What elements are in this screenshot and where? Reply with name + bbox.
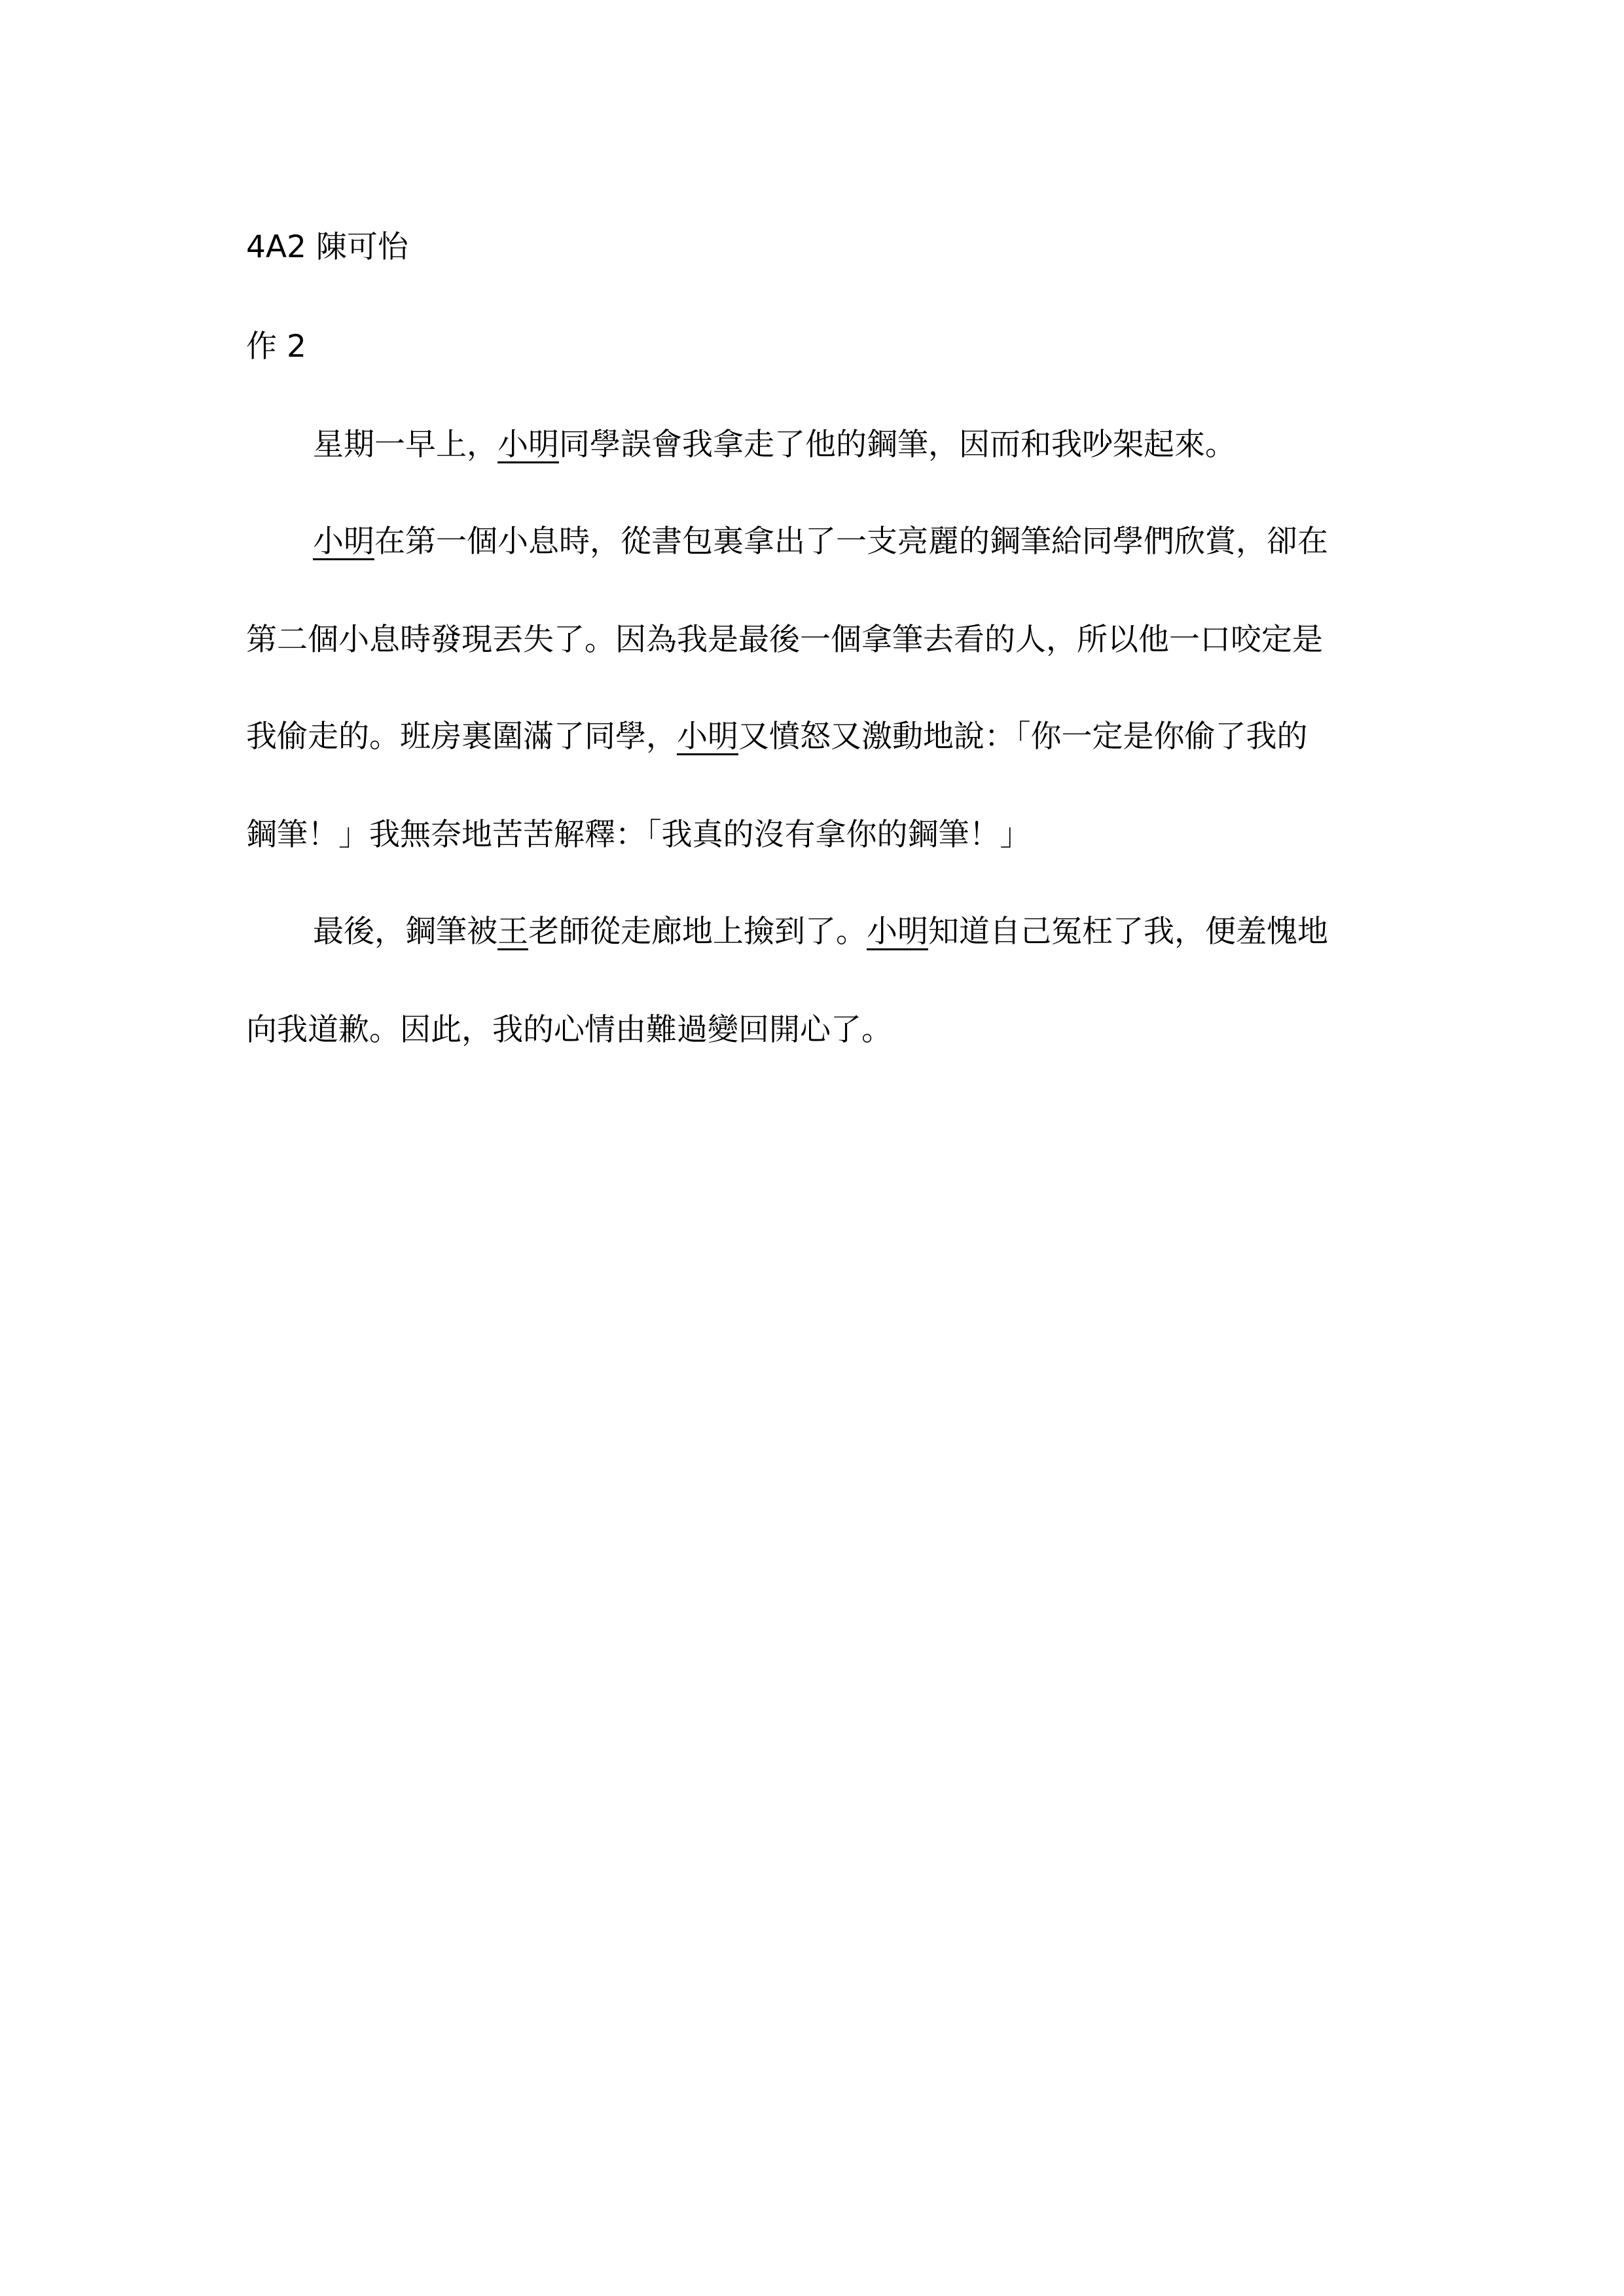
proper-noun-underlined: 小明 <box>867 914 928 950</box>
text-segment: 在第一個小息時，從書包裏拿出了一支亮麗的鋼筆給同學們欣賞，卻在 <box>374 524 1328 560</box>
paragraph-3-line-2: 向我道歉。因此，我的心情由難過變回開心了。 <box>246 1012 892 1048</box>
text-segment: 同學誤會我拿走了他的鋼筆，因而和我吵架起來。 <box>559 427 1236 463</box>
paragraph-1-line-1 <box>313 425 1236 465</box>
text-segment: 又憤怒又激動地說：「你一定是你偷了我的 <box>738 719 1308 755</box>
text-segment: 最後，鋼筆被 <box>313 914 497 950</box>
assignment-label: 作 2 <box>246 329 306 365</box>
text-segment: 星期一早上， <box>313 427 497 463</box>
proper-noun-underlined: 小明 <box>313 524 374 560</box>
paragraph-2-line-2: 第二個小息時發現丟失了。因為我是最後一個拿筆去看的人，所以他一口咬定是 <box>246 622 1323 658</box>
text-segment: 我偷走的。班房裏圍滿了同學， <box>246 719 677 755</box>
paragraph-2-line-3 <box>246 717 1308 757</box>
proper-noun-underlined: 王 <box>497 914 528 950</box>
text-segment: 知道自己冤枉了我，便羞愧地 <box>928 914 1328 950</box>
proper-noun-underlined: 小明 <box>497 427 559 463</box>
paragraph-3-line-1 <box>313 912 1328 952</box>
paragraph-2-line-1 <box>313 522 1328 562</box>
text-segment: 老師從走廊地上撿到了。 <box>528 914 867 950</box>
student-name: 4A2 陳可怡 <box>246 229 408 265</box>
proper-noun-underlined: 小明 <box>677 719 738 755</box>
paragraph-2-line-4: 鋼筆！」我無奈地苦苦解釋：「我真的沒有拿你的鋼筆！」 <box>246 817 1031 853</box>
